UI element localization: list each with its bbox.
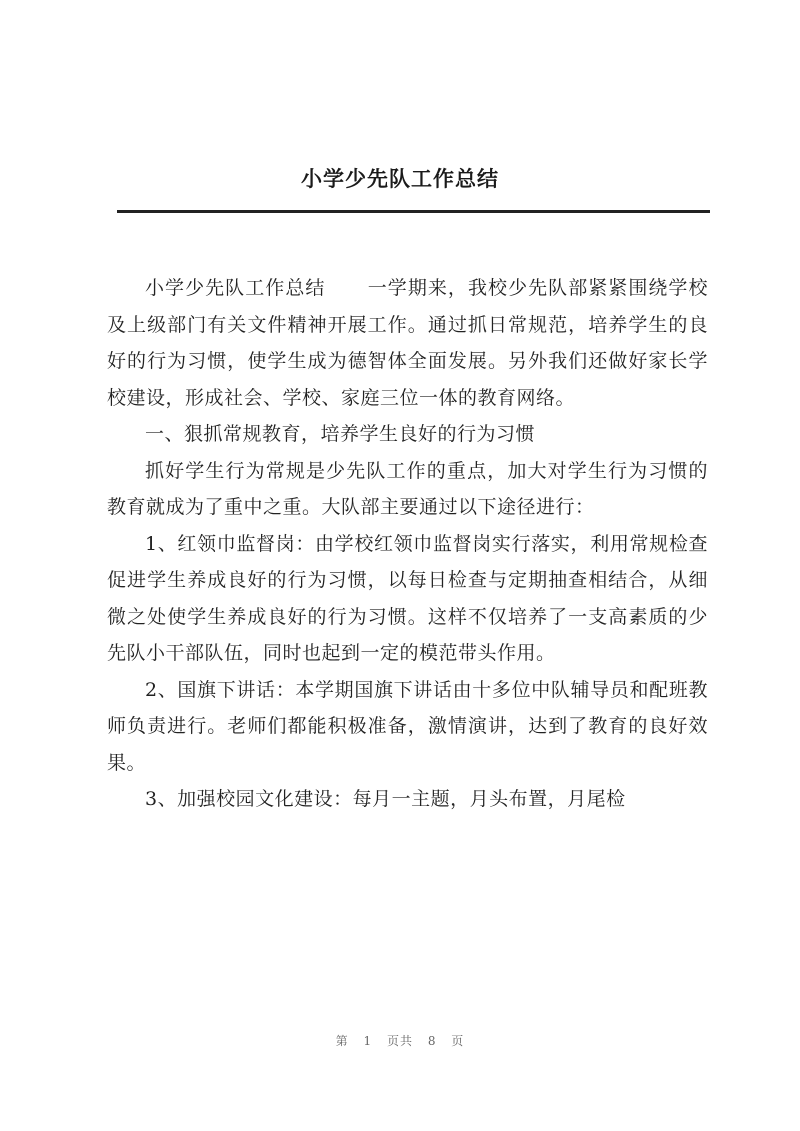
document-body — [107, 270, 708, 818]
intro-text: 一学期来，我校少先队部紧紧围绕学校及上级部门有关文件精神开展工作。通过抓日常规范，培养学生的良好的行为习惯，使学生成为德智体全面发展。另外我们还做好家长学校建设，形成社会、学校、家庭三位一体的教育网络。 — [107, 277, 708, 409]
footer-suffix: 页 — [451, 1034, 465, 1048]
list-item-2: 2、国旗下讲话：本学期国旗下讲话由十多位中队辅导员和配班教师负责进行。老师们都能积极准备，激情演讲，达到了教育的良好效果。 — [107, 678, 708, 774]
footer-total-pages: 8 — [427, 1034, 437, 1048]
paragraph-2: 抓好学生行为常规是少先队工作的重点，加大对学生行为习惯的教育就成为了重中之重。大队部主要通过以下途径进行： — [107, 459, 708, 518]
footer-page-number: 1 — [363, 1034, 373, 1048]
intro-lead: 小学少先队工作总结 — [145, 277, 326, 299]
section-heading-1: 一、狠抓常规教育，培养学生良好的行为习惯 — [145, 423, 536, 445]
list-item-1: 1、红领巾监督岗：由学校红领巾监督岗实行落实，利用常规检查促进学生养成良好的行为习惯，以每日检查与定期抽查相结合，从细微之处使学生养成良好的行为习惯。这样不仅培养了一支高素质的少先队小干部队伍，同时也起到一定的模范带头作用。 — [107, 532, 708, 664]
document-title: 小学少先队工作总结 — [301, 167, 499, 191]
title-divider — [117, 210, 710, 213]
page-footer — [0, 1032, 800, 1049]
paragraph-intro — [107, 270, 708, 416]
footer-prefix: 第 — [335, 1034, 349, 1048]
footer-middle: 页共 — [386, 1034, 413, 1048]
list-item-3: 3、加强校园文化建设：每月一主题，月头布置，月尾检 — [145, 788, 626, 810]
